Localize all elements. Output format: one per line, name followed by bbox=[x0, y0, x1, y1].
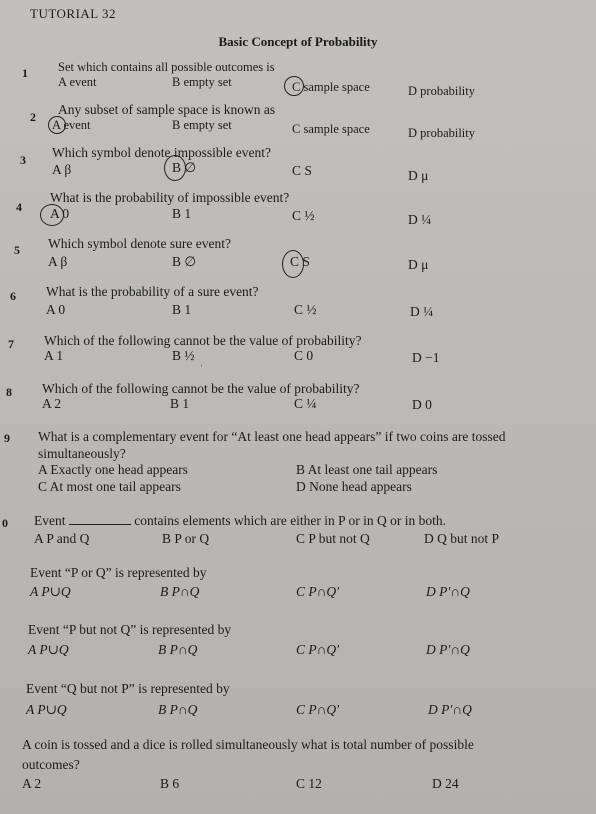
option-d[interactable]: D μ bbox=[408, 257, 429, 272]
question-stem: Event “P or Q” is represented by bbox=[30, 565, 207, 580]
option-c[interactable]: C ¼ bbox=[294, 396, 317, 411]
option-b[interactable]: B P∩Q bbox=[158, 642, 198, 657]
option-a[interactable]: A 0 bbox=[50, 206, 70, 221]
option-b[interactable]: B ∅ bbox=[172, 160, 197, 175]
question-number: 9 bbox=[4, 431, 10, 445]
option-b[interactable]: B ∅ bbox=[172, 254, 197, 269]
option-a[interactable]: A 1 bbox=[44, 348, 64, 363]
option-d[interactable]: D P′∩Q bbox=[426, 642, 470, 657]
option-a[interactable]: A event bbox=[52, 118, 91, 132]
question-number: 7 bbox=[8, 337, 14, 351]
option-a[interactable]: A Exactly one head appears bbox=[38, 462, 188, 477]
question-number: 1 bbox=[22, 66, 28, 80]
worksheet-title: Basic Concept of Probability bbox=[218, 34, 378, 49]
question-stem: What is a complementary event for “At least one head appears” if two coins are tossed bbox=[38, 429, 506, 444]
option-d[interactable]: D Q but not P bbox=[424, 531, 500, 546]
option-d[interactable]: D P′∩Q bbox=[426, 584, 470, 599]
question-stem: What is the probability of impossible event? bbox=[50, 190, 290, 205]
option-c[interactable]: C ½ bbox=[294, 302, 317, 317]
option-c[interactable]: C 12 bbox=[296, 776, 322, 791]
option-a[interactable]: A P∪Q bbox=[28, 642, 69, 657]
option-a[interactable]: A 2 bbox=[42, 396, 62, 411]
option-b[interactable]: B 6 bbox=[160, 776, 180, 791]
question-stem: Event “P but not Q” is represented by bbox=[28, 622, 232, 637]
tutorial-header: TUTORIAL 32 bbox=[30, 6, 117, 21]
option-c[interactable]: C sample space bbox=[292, 80, 370, 94]
question-number: 4 bbox=[16, 200, 22, 214]
option-b[interactable]: B At least one tail appears bbox=[296, 462, 438, 477]
option-c[interactable]: C ½ bbox=[292, 208, 315, 223]
answer-blank[interactable] bbox=[69, 524, 131, 525]
option-a[interactable]: A β bbox=[48, 254, 68, 269]
option-b[interactable]: B empty set bbox=[172, 118, 232, 132]
option-c[interactable]: C sample space bbox=[292, 122, 370, 136]
stem-end: contains elements which are either in P or in Q or in both. bbox=[134, 513, 447, 528]
option-a[interactable]: A event bbox=[58, 75, 97, 89]
option-a[interactable]: A 2 bbox=[22, 776, 42, 791]
option-b[interactable]: B P∩Q bbox=[158, 702, 198, 717]
option-d[interactable]: D ¼ bbox=[408, 212, 432, 227]
pencil-tick-mark: ˈ bbox=[200, 364, 204, 375]
question-number: 8 bbox=[6, 385, 12, 399]
option-c[interactable]: C P∩Q′ bbox=[296, 584, 340, 599]
question-stem: Which of the following cannot be the value of probability? bbox=[42, 381, 360, 396]
question-number: 5 bbox=[14, 243, 20, 257]
option-b[interactable]: B P or Q bbox=[162, 531, 210, 546]
option-c[interactable]: C P∩Q′ bbox=[296, 702, 340, 717]
option-d[interactable]: D probability bbox=[408, 126, 476, 140]
stem-start: Event bbox=[34, 513, 66, 528]
option-b[interactable]: B P∩Q bbox=[160, 584, 200, 599]
question-number: 0 bbox=[2, 516, 8, 530]
option-d[interactable]: D −1 bbox=[412, 350, 440, 365]
option-d[interactable]: D ¼ bbox=[410, 304, 434, 319]
question-stem: Set which contains all possible outcomes is bbox=[58, 60, 275, 74]
option-d[interactable]: D 0 bbox=[412, 397, 432, 412]
question-stem-continued: simultaneously? bbox=[38, 446, 126, 461]
option-d[interactable]: D probability bbox=[408, 84, 476, 98]
option-b[interactable]: B ½ bbox=[172, 348, 195, 363]
question-stem: Which symbol denote impossible event? bbox=[52, 145, 271, 160]
question-stem: Which symbol denote sure event? bbox=[48, 236, 231, 251]
option-d[interactable]: D 24 bbox=[432, 776, 459, 791]
option-a[interactable]: A P and Q bbox=[34, 531, 90, 546]
question-stem: A coin is tossed and a dice is rolled simultaneously what is total number of possible bbox=[22, 737, 474, 752]
option-b[interactable]: B 1 bbox=[172, 206, 192, 221]
option-c[interactable]: C P∩Q′ bbox=[296, 642, 340, 657]
question-number: 3 bbox=[20, 153, 26, 167]
option-a[interactable]: A 0 bbox=[46, 302, 66, 317]
question-stem: Event “Q but not P” is represented by bbox=[26, 681, 230, 696]
question-number: 2 bbox=[30, 110, 36, 124]
question-stem bbox=[34, 513, 446, 529]
option-c[interactable]: C S bbox=[292, 163, 312, 178]
option-a[interactable]: A P∪Q bbox=[26, 702, 67, 717]
option-c[interactable]: C S bbox=[290, 254, 310, 269]
option-c[interactable]: C At most one tail appears bbox=[38, 479, 181, 494]
option-b[interactable]: B 1 bbox=[172, 302, 192, 317]
option-d[interactable]: D None head appears bbox=[296, 479, 412, 494]
option-a[interactable]: A β bbox=[52, 162, 72, 177]
question-stem: Which of the following cannot be the value of probability? bbox=[44, 333, 362, 348]
question-stem: Any subset of sample space is known as bbox=[58, 102, 276, 117]
option-d[interactable]: D P′∩Q bbox=[428, 702, 472, 717]
option-b[interactable]: B empty set bbox=[172, 75, 232, 89]
question-stem: What is the probability of a sure event? bbox=[46, 284, 259, 299]
option-c[interactable]: C P but not Q bbox=[296, 531, 370, 546]
question-stem-continued: outcomes? bbox=[22, 757, 80, 772]
option-d[interactable]: D μ bbox=[408, 168, 429, 183]
question-number: 6 bbox=[10, 289, 16, 303]
option-c[interactable]: C 0 bbox=[294, 348, 314, 363]
option-b[interactable]: B 1 bbox=[170, 396, 190, 411]
option-a[interactable]: A P∪Q bbox=[30, 584, 71, 599]
